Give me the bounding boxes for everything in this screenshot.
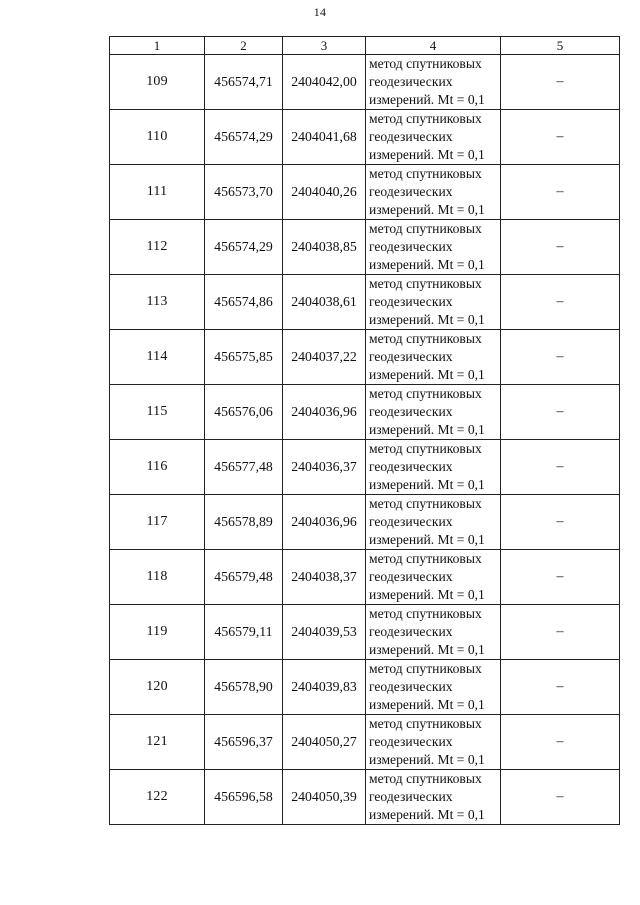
method-line: измерений. Mt = 0,1: [369, 367, 485, 382]
table-row: [110, 605, 620, 660]
table-row: [110, 165, 620, 220]
point-number-cell: 118: [110, 550, 205, 605]
method-line: метод спутниковых: [369, 276, 482, 291]
y-coordinate-cell: 2404038,37: [283, 550, 366, 605]
method-line: измерений. Mt = 0,1: [369, 752, 485, 767]
table-row: [110, 385, 620, 440]
x-coordinate-cell: 456579,11: [205, 605, 283, 660]
method-line: геодезических: [369, 624, 453, 639]
y-coordinate-cell: 2404038,61: [283, 275, 366, 330]
table-row: [110, 550, 620, 605]
column-header-5: 5: [501, 37, 620, 55]
y-coordinate-cell: 2404037,22: [283, 330, 366, 385]
y-coordinate-cell: 2404040,26: [283, 165, 366, 220]
note-cell: –: [501, 110, 620, 165]
table-row: [110, 495, 620, 550]
point-number-cell: 113: [110, 275, 205, 330]
method-cell: [366, 275, 501, 330]
method-line: геодезических: [369, 184, 453, 199]
method-cell: [366, 660, 501, 715]
y-coordinate-cell: 2404036,96: [283, 385, 366, 440]
method-line: метод спутниковых: [369, 771, 482, 786]
point-number-cell: 122: [110, 770, 205, 825]
method-line: метод спутниковых: [369, 606, 482, 621]
x-coordinate-cell: 456574,71: [205, 55, 283, 110]
method-line: измерений. Mt = 0,1: [369, 477, 485, 492]
coordinates-table: [109, 36, 620, 825]
x-coordinate-cell: 456574,29: [205, 220, 283, 275]
table-row: [110, 55, 620, 110]
y-coordinate-cell: 2404050,27: [283, 715, 366, 770]
y-coordinate-cell: 2404036,37: [283, 440, 366, 495]
method-line: измерений. Mt = 0,1: [369, 147, 485, 162]
point-number-cell: 117: [110, 495, 205, 550]
table-row: [110, 770, 620, 825]
table-row: [110, 220, 620, 275]
method-line: метод спутниковых: [369, 661, 482, 676]
method-line: геодезических: [369, 349, 453, 364]
column-header-4: 4: [366, 37, 501, 55]
note-cell: –: [501, 550, 620, 605]
y-coordinate-cell: 2404041,68: [283, 110, 366, 165]
method-cell: [366, 330, 501, 385]
method-cell: [366, 385, 501, 440]
note-cell: –: [501, 440, 620, 495]
method-line: метод спутниковых: [369, 386, 482, 401]
note-cell: –: [501, 605, 620, 660]
y-coordinate-cell: 2404038,85: [283, 220, 366, 275]
x-coordinate-cell: 456576,06: [205, 385, 283, 440]
method-line: метод спутниковых: [369, 441, 482, 456]
method-line: геодезических: [369, 459, 453, 474]
table-body: [110, 55, 620, 825]
method-line: метод спутниковых: [369, 221, 482, 236]
method-line: измерений. Mt = 0,1: [369, 587, 485, 602]
point-number-cell: 109: [110, 55, 205, 110]
page-number: 14: [313, 5, 327, 19]
method-line: измерений. Mt = 0,1: [369, 202, 485, 217]
x-coordinate-cell: 456575,85: [205, 330, 283, 385]
method-line: метод спутниковых: [369, 56, 482, 71]
x-coordinate-cell: 456596,37: [205, 715, 283, 770]
method-line: метод спутниковых: [369, 551, 482, 566]
note-cell: –: [501, 770, 620, 825]
method-cell: [366, 715, 501, 770]
method-line: геодезических: [369, 789, 453, 804]
y-coordinate-cell: 2404036,96: [283, 495, 366, 550]
note-cell: –: [501, 55, 620, 110]
method-line: измерений. Mt = 0,1: [369, 422, 485, 437]
method-line: измерений. Mt = 0,1: [369, 697, 485, 712]
method-line: измерений. Mt = 0,1: [369, 257, 485, 272]
x-coordinate-cell: 456578,89: [205, 495, 283, 550]
method-line: метод спутниковых: [369, 111, 482, 126]
table-row: [110, 660, 620, 715]
method-cell: [366, 770, 501, 825]
method-line: геодезических: [369, 679, 453, 694]
method-line: измерений. Mt = 0,1: [369, 642, 485, 657]
method-cell: [366, 440, 501, 495]
method-line: геодезических: [369, 74, 453, 89]
method-cell: [366, 220, 501, 275]
note-cell: –: [501, 495, 620, 550]
point-number-cell: 119: [110, 605, 205, 660]
method-line: метод спутниковых: [369, 331, 482, 346]
point-number-cell: 112: [110, 220, 205, 275]
point-number-cell: 114: [110, 330, 205, 385]
y-coordinate-cell: 2404042,00: [283, 55, 366, 110]
x-coordinate-cell: 456596,58: [205, 770, 283, 825]
column-header-1: 1: [110, 37, 205, 55]
method-line: измерений. Mt = 0,1: [369, 312, 485, 327]
table-row: [110, 440, 620, 495]
method-line: измерений. Mt = 0,1: [369, 532, 485, 547]
column-header-3: 3: [283, 37, 366, 55]
method-line: метод спутниковых: [369, 166, 482, 181]
method-cell: [366, 550, 501, 605]
point-number-cell: 111: [110, 165, 205, 220]
method-line: геодезических: [369, 294, 453, 309]
method-cell: [366, 165, 501, 220]
method-line: геодезических: [369, 129, 453, 144]
method-cell: [366, 110, 501, 165]
note-cell: –: [501, 220, 620, 275]
note-cell: –: [501, 330, 620, 385]
table-row: [110, 330, 620, 385]
method-line: метод спутниковых: [369, 496, 482, 511]
x-coordinate-cell: 456579,48: [205, 550, 283, 605]
method-line: геодезических: [369, 404, 453, 419]
method-cell: [366, 55, 501, 110]
x-coordinate-cell: 456574,86: [205, 275, 283, 330]
note-cell: –: [501, 275, 620, 330]
table-row: [110, 275, 620, 330]
table-row: [110, 110, 620, 165]
x-coordinate-cell: 456574,29: [205, 110, 283, 165]
method-cell: [366, 605, 501, 660]
column-header-2: 2: [205, 37, 283, 55]
x-coordinate-cell: 456577,48: [205, 440, 283, 495]
method-line: метод спутниковых: [369, 716, 482, 731]
y-coordinate-cell: 2404039,53: [283, 605, 366, 660]
point-number-cell: 116: [110, 440, 205, 495]
method-cell: [366, 495, 501, 550]
point-number-cell: 110: [110, 110, 205, 165]
table-header-row: [110, 37, 620, 55]
method-line: измерений. Mt = 0,1: [369, 92, 485, 107]
table-row: [110, 715, 620, 770]
method-line: геодезических: [369, 239, 453, 254]
note-cell: –: [501, 715, 620, 770]
point-number-cell: 120: [110, 660, 205, 715]
point-number-cell: 115: [110, 385, 205, 440]
method-line: измерений. Mt = 0,1: [369, 807, 485, 822]
note-cell: –: [501, 385, 620, 440]
method-line: геодезических: [369, 514, 453, 529]
point-number-cell: 121: [110, 715, 205, 770]
note-cell: –: [501, 165, 620, 220]
x-coordinate-cell: 456573,70: [205, 165, 283, 220]
method-line: геодезических: [369, 569, 453, 584]
method-line: геодезических: [369, 734, 453, 749]
x-coordinate-cell: 456578,90: [205, 660, 283, 715]
y-coordinate-cell: 2404050,39: [283, 770, 366, 825]
note-cell: –: [501, 660, 620, 715]
y-coordinate-cell: 2404039,83: [283, 660, 366, 715]
